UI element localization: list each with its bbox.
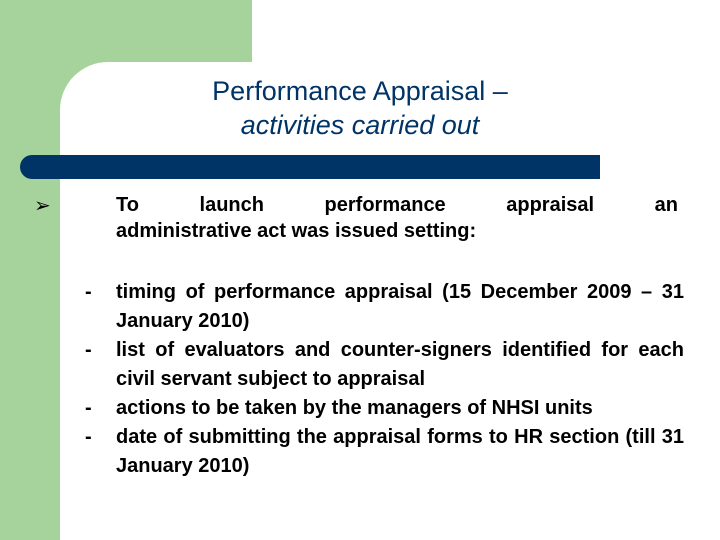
title-line-1: Performance Appraisal – xyxy=(212,76,508,106)
slide-title xyxy=(60,74,660,142)
title-line-2: activities carried out xyxy=(240,110,480,140)
title-divider-bar xyxy=(20,155,600,179)
intro-line-1 xyxy=(116,192,678,218)
dash-bullet: - xyxy=(85,426,92,448)
bullet-list xyxy=(116,278,684,481)
intro-line-2: administrative act was issued setting: xyxy=(116,220,477,242)
intro-word: appraisal xyxy=(506,194,595,216)
intro-word: an xyxy=(654,194,678,216)
intro-word: performance xyxy=(324,194,446,216)
list-item: actions to be taken by the managers of NHSI units xyxy=(116,397,593,419)
list-item: list of evaluators and counter-signers identified for each civil servant subject to appraisal xyxy=(116,339,684,390)
dash-bullet: - xyxy=(85,281,92,303)
intro-paragraph xyxy=(116,192,678,244)
intro-word: To xyxy=(116,194,139,216)
list-item: date of submitting the appraisal forms to HR section (till 31 January 2010) xyxy=(116,426,684,477)
arrow-bullet-icon: ➢ xyxy=(34,195,51,217)
intro-word: launch xyxy=(199,194,264,216)
dash-bullet: - xyxy=(85,397,92,419)
list-item: timing of performance appraisal (15 December 2009 – 31 January 2010) xyxy=(116,281,684,332)
decorative-green-sidebar xyxy=(0,0,60,540)
dash-bullet: - xyxy=(85,339,92,361)
